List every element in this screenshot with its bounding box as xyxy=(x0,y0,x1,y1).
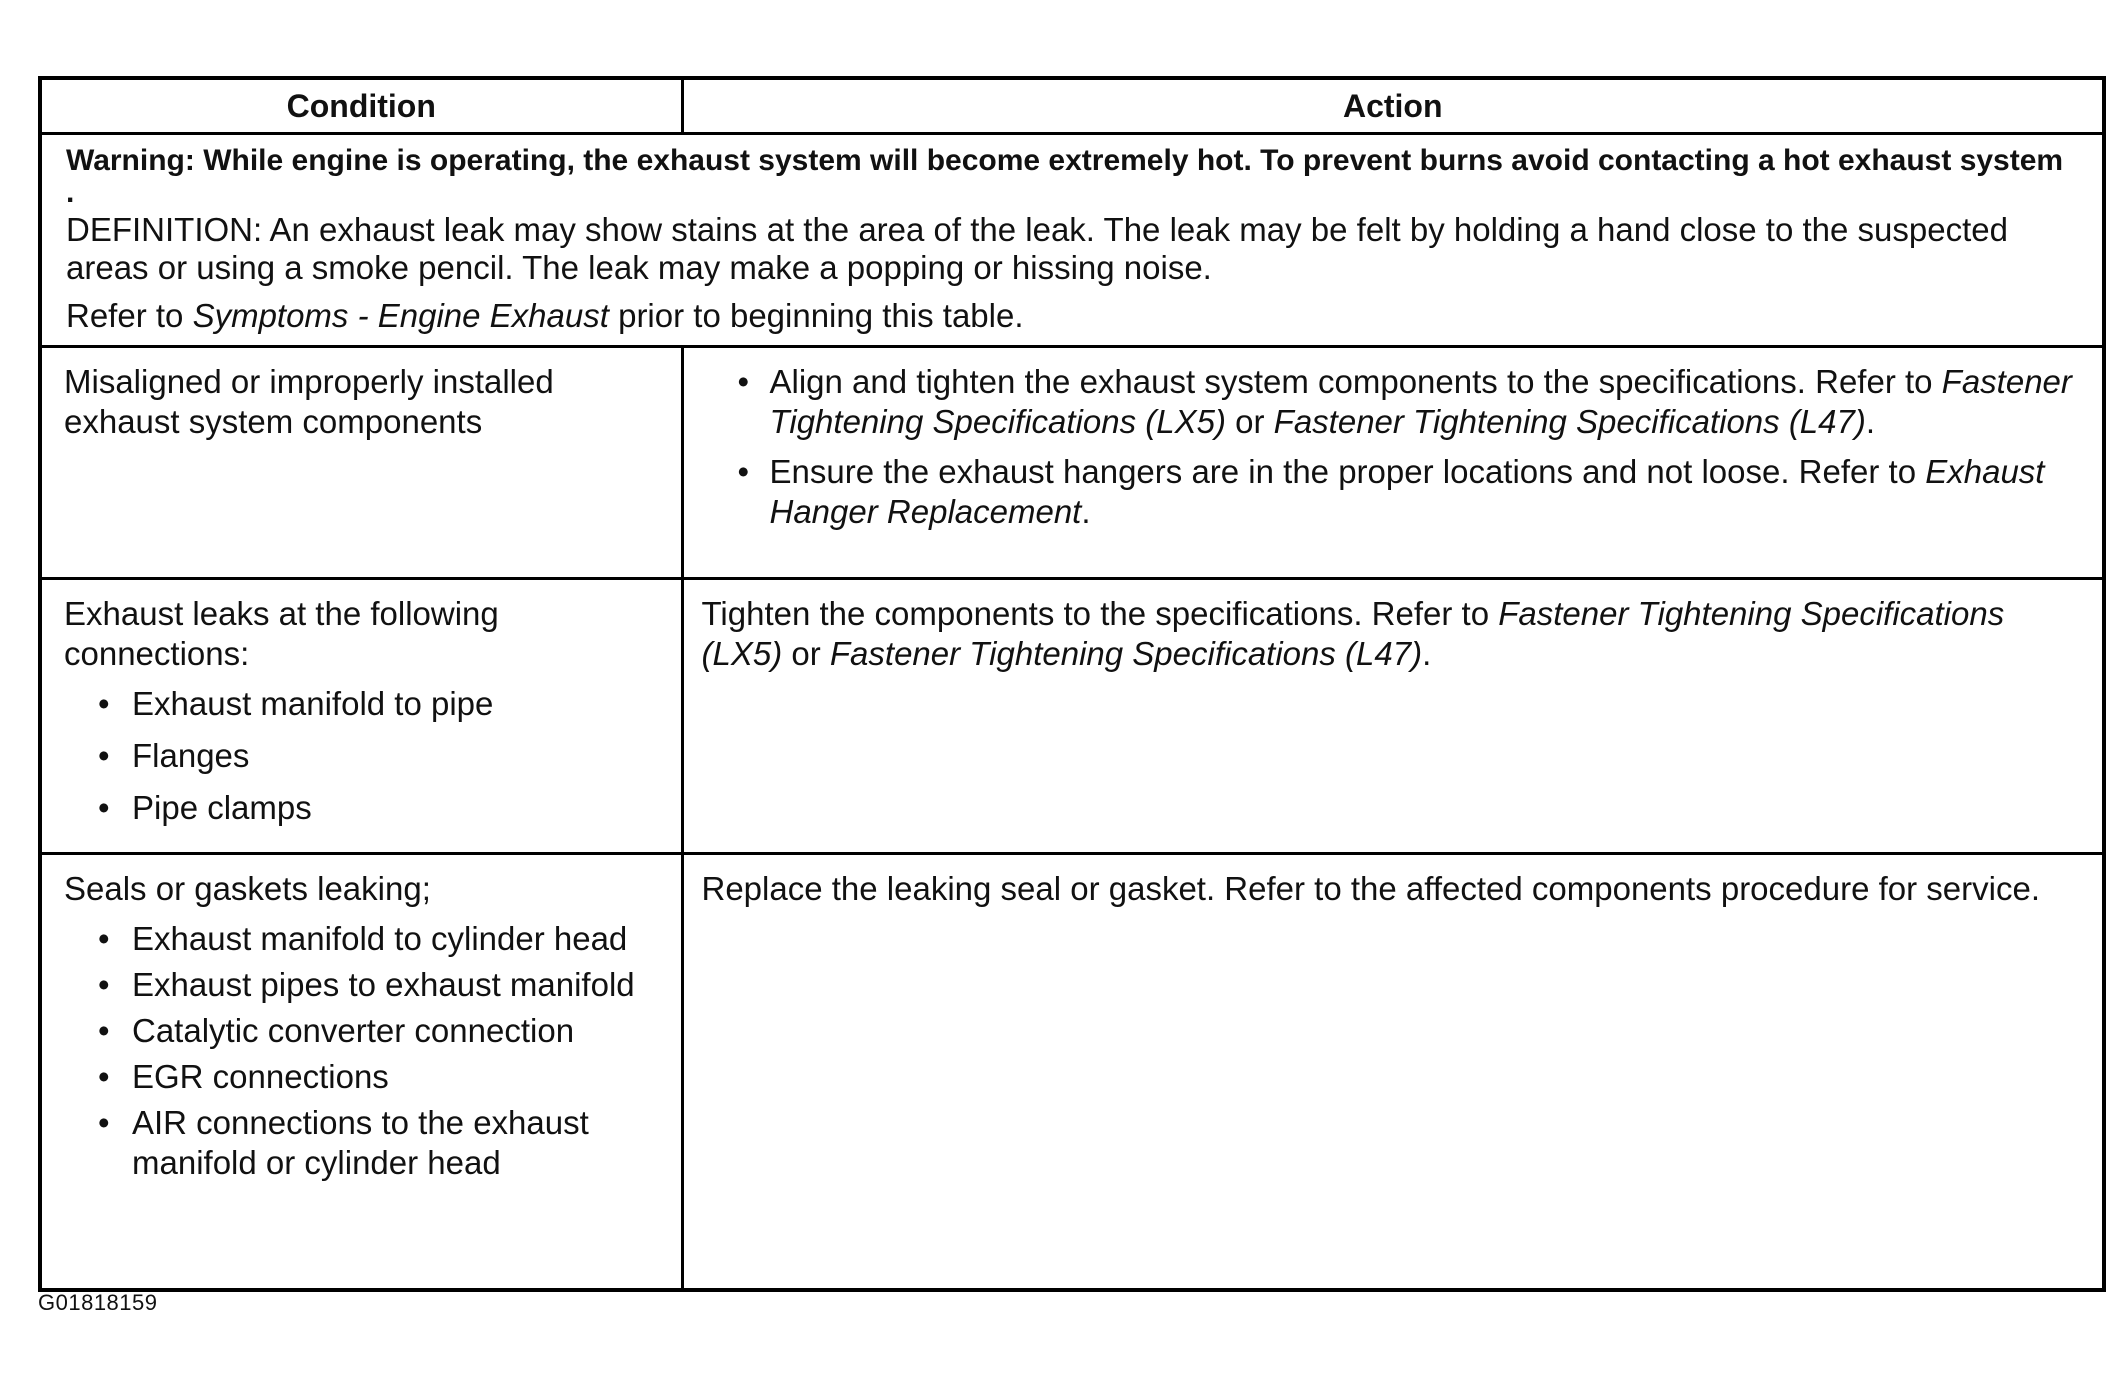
list-item xyxy=(702,362,2085,442)
action-end: . xyxy=(1422,635,1432,672)
refer-suffix: prior to beginning this table. xyxy=(608,297,1024,334)
action-or: or xyxy=(1225,403,1274,440)
action-cell xyxy=(682,854,2104,1290)
table-header-row xyxy=(40,78,2104,134)
list-item: • Catalytic converter connection xyxy=(64,1011,659,1051)
notice-cell xyxy=(40,134,2104,347)
refer-prefix: Refer to xyxy=(66,297,193,334)
table-row xyxy=(40,347,2104,579)
l47-spec-link[interactable]: Fastener Tightening Specifications (L47) xyxy=(1273,403,1866,440)
list-item: • AIR connections to the exhaust manifold or cylinder head xyxy=(64,1103,659,1183)
list-item xyxy=(702,452,2085,532)
action-text: Ensure the exhaust hangers are in the proper locations and not loose. Refer to xyxy=(769,453,1926,490)
list-item: • Pipe clamps xyxy=(64,788,659,828)
notice-row xyxy=(40,134,2104,347)
condition-text: Misaligned or improperly installed exhaust system components xyxy=(64,363,554,440)
condition-text: Seals or gaskets leaking; xyxy=(64,870,431,907)
list-item: • Flanges xyxy=(64,736,659,776)
diagnostic-table xyxy=(38,76,2106,1292)
condition-list xyxy=(64,684,659,828)
action-text: Tighten the components to the specifications. Refer to xyxy=(701,595,1499,632)
definition-text: DEFINITION: An exhaust leak may show stains at the area of the leak. The leak may be felt by holding a hand close to the suspected areas or using a smoke pencil. The leak may make a popping or hissing noise. xyxy=(66,211,2008,286)
action-cell xyxy=(682,579,2104,854)
action-text: Replace the leaking seal or gasket. Refer to the affected components procedure for service. xyxy=(701,870,2040,907)
l47-spec-link[interactable]: Fastener Tightening Specifications (L47) xyxy=(829,635,1423,672)
action-cell xyxy=(682,347,2104,579)
list-item: • Exhaust manifold to pipe xyxy=(64,684,659,724)
refer-line xyxy=(66,297,2078,335)
condition-cell xyxy=(40,854,682,1290)
list-item: • Exhaust manifold to cylinder head xyxy=(64,919,659,959)
action-end: . xyxy=(1081,493,1091,530)
action-end: . xyxy=(1865,403,1876,440)
table-row xyxy=(40,854,2104,1290)
table-row xyxy=(40,579,2104,854)
condition-cell xyxy=(40,347,682,579)
action-list xyxy=(702,362,2085,532)
lx5-spec-link[interactable]: Fastener Tightening Specifications (LX5) xyxy=(769,363,2072,440)
list-item: • Exhaust pipes to exhaust manifold xyxy=(64,965,659,1005)
list-item: • EGR connections xyxy=(64,1057,659,1097)
condition-list xyxy=(64,919,659,1183)
header-condition: Condition xyxy=(40,78,682,134)
warning-text: Warning: While engine is operating, the exhaust system will become extremely hot. To prevent burns avoid contacting a hot exhaust system . xyxy=(66,144,2064,209)
symptoms-reference-link[interactable]: Symptoms - Engine Exhaust xyxy=(192,297,609,334)
condition-cell xyxy=(40,579,682,854)
figure-id: G01818159 xyxy=(38,1290,158,1315)
header-action: Action xyxy=(682,78,2104,134)
condition-text: Exhaust leaks at the following connections: xyxy=(64,595,499,672)
action-paragraph xyxy=(702,594,2085,674)
hanger-replacement-link[interactable]: Exhaust Hanger Replacement xyxy=(769,453,2045,530)
action-text: Align and tighten the exhaust system components to the specifications. Refer to xyxy=(769,363,1942,400)
action-or: or xyxy=(782,635,830,672)
lx5-spec-link[interactable]: Fastener Tightening Specifications (LX5) xyxy=(701,595,2005,672)
